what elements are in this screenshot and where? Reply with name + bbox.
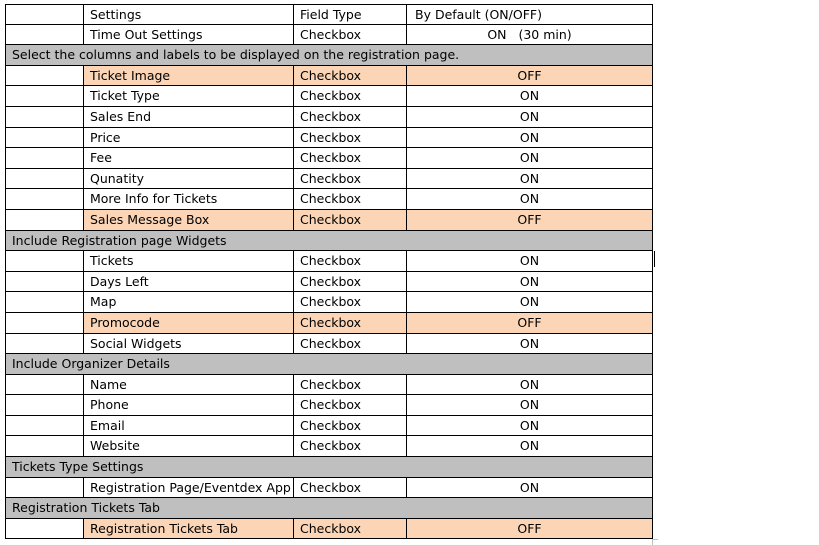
default-value-cell[interactable]: OFF — [407, 66, 653, 86]
page-corner-mark — [652, 539, 658, 545]
blank-cell[interactable] — [5, 148, 84, 168]
field-type-cell[interactable]: Checkbox — [294, 395, 407, 415]
default-value-cell[interactable]: ON — [407, 107, 653, 127]
table-row — [5, 436, 653, 457]
blank-cell[interactable] — [5, 292, 84, 312]
blank-cell[interactable] — [5, 519, 84, 539]
default-header[interactable]: By Default (ON/OFF) — [407, 5, 653, 24]
default-value-cell[interactable]: OFF — [407, 313, 653, 333]
field-type-cell[interactable]: Checkbox — [294, 292, 407, 312]
setting-name-cell[interactable]: Sales Message Box — [84, 210, 294, 230]
section-header-row — [5, 498, 653, 519]
setting-name-cell[interactable]: Price — [84, 128, 294, 148]
setting-name-cell[interactable]: Social Widgets — [84, 334, 294, 354]
setting-name-cell[interactable]: More Info for Tickets — [84, 189, 294, 209]
field-type-cell[interactable]: Checkbox — [294, 169, 407, 189]
setting-name-cell[interactable]: Sales End — [84, 107, 294, 127]
section-title[interactable]: Include Registration page Widgets — [5, 231, 653, 251]
field-type-cell[interactable]: Checkbox — [294, 66, 407, 86]
default-value-cell[interactable]: ON — [407, 436, 653, 456]
table-row — [5, 272, 653, 293]
blank-cell[interactable] — [5, 313, 84, 333]
blank-cell[interactable] — [5, 210, 84, 230]
table-row — [5, 395, 653, 416]
blank-cell[interactable] — [5, 107, 84, 127]
default-value-cell[interactable]: ON — [407, 334, 653, 354]
timeout-name-cell[interactable]: Time Out Settings — [84, 25, 294, 45]
default-value-cell[interactable]: ON — [407, 272, 653, 292]
blank-cell[interactable] — [5, 334, 84, 354]
field-type-cell[interactable]: Checkbox — [294, 128, 407, 148]
field-type-cell[interactable]: Checkbox — [294, 519, 407, 539]
table-row — [5, 375, 653, 396]
setting-name-cell[interactable]: Fee — [84, 148, 294, 168]
table-row — [5, 416, 653, 437]
blank-cell[interactable] — [5, 395, 84, 415]
table-row — [5, 86, 653, 107]
section-title[interactable]: Select the columns and labels to be displayed on the registration page. — [5, 45, 653, 65]
field-type-header[interactable]: Field Type — [294, 5, 407, 24]
default-value-cell[interactable]: ON — [407, 395, 653, 415]
default-value-cell[interactable]: OFF — [407, 210, 653, 230]
timeout-value-cell[interactable]: ON (30 min) — [407, 25, 653, 45]
table-row — [5, 210, 653, 231]
blank-cell[interactable] — [5, 251, 84, 271]
field-type-cell[interactable]: Checkbox — [294, 272, 407, 292]
default-value-cell[interactable]: ON — [407, 128, 653, 148]
setting-name-cell[interactable]: Registration Page/Eventdex App — [84, 478, 294, 498]
default-value-cell[interactable]: ON — [407, 375, 653, 395]
section-header-row — [5, 45, 653, 66]
table-row — [5, 334, 653, 355]
field-type-cell[interactable]: Checkbox — [294, 148, 407, 168]
setting-name-cell[interactable]: Ticket Image — [84, 66, 294, 86]
table-row — [5, 169, 653, 190]
default-value-cell[interactable]: ON — [407, 251, 653, 271]
default-value-cell[interactable]: ON — [407, 189, 653, 209]
blank-cell[interactable] — [5, 189, 84, 209]
blank-cell[interactable] — [5, 25, 84, 45]
section-title[interactable]: Tickets Type Settings — [5, 457, 653, 477]
blank-cell[interactable] — [5, 128, 84, 148]
table-row — [5, 148, 653, 169]
setting-name-cell[interactable]: Phone — [84, 395, 294, 415]
blank-cell[interactable] — [5, 169, 84, 189]
setting-name-cell[interactable]: Ticket Type — [84, 86, 294, 106]
setting-name-cell[interactable]: Map — [84, 292, 294, 312]
field-type-cell[interactable]: Checkbox — [294, 416, 407, 436]
field-type-cell[interactable]: Checkbox — [294, 107, 407, 127]
setting-name-cell[interactable]: Promocode — [84, 313, 294, 333]
table-row — [5, 189, 653, 210]
field-type-cell[interactable]: Checkbox — [294, 313, 407, 333]
field-type-cell[interactable]: Checkbox — [294, 86, 407, 106]
default-value-cell[interactable]: ON — [407, 148, 653, 168]
field-type-cell[interactable]: Checkbox — [294, 436, 407, 456]
table-row — [5, 107, 653, 128]
blank-cell[interactable] — [5, 272, 84, 292]
field-type-cell[interactable]: Checkbox — [294, 251, 407, 271]
table-row — [5, 292, 653, 313]
section-header-row — [5, 231, 653, 252]
field-type-cell[interactable]: Checkbox — [294, 210, 407, 230]
default-value-cell[interactable]: OFF — [407, 519, 653, 539]
field-type-cell[interactable]: Checkbox — [294, 189, 407, 209]
default-value-cell[interactable]: ON — [407, 169, 653, 189]
field-type-cell[interactable]: Checkbox — [294, 375, 407, 395]
setting-name-cell[interactable]: Registration Tickets Tab — [84, 519, 294, 539]
blank-cell[interactable] — [5, 416, 84, 436]
blank-cell[interactable] — [5, 5, 84, 24]
field-type-cell[interactable]: Checkbox — [294, 478, 407, 498]
section-title[interactable]: Include Organizer Details — [5, 354, 653, 374]
setting-name-cell[interactable]: Qunatity — [84, 169, 294, 189]
table-row — [5, 66, 653, 87]
section-title[interactable]: Registration Tickets Tab — [5, 498, 653, 518]
setting-name-cell[interactable]: Name — [84, 375, 294, 395]
timeout-row — [5, 25, 653, 46]
setting-name-cell[interactable]: Website — [84, 436, 294, 456]
timeout-type-cell[interactable]: Checkbox — [294, 25, 407, 45]
setting-name-cell[interactable]: Tickets — [84, 251, 294, 271]
table-row — [5, 478, 653, 499]
settings-header[interactable]: Settings — [84, 5, 294, 24]
table-row — [5, 313, 653, 334]
text-cursor — [654, 251, 655, 267]
blank-cell[interactable] — [5, 436, 84, 456]
header-row — [5, 4, 653, 25]
table-row — [5, 251, 653, 272]
section-header-row — [5, 457, 653, 478]
blank-cell[interactable] — [5, 478, 84, 498]
setting-name-cell[interactable]: Email — [84, 416, 294, 436]
default-value-cell[interactable]: ON — [407, 478, 653, 498]
field-type-cell[interactable]: Checkbox — [294, 334, 407, 354]
default-value-cell[interactable]: ON — [407, 86, 653, 106]
table-row — [5, 519, 653, 540]
blank-cell[interactable] — [5, 86, 84, 106]
blank-cell[interactable] — [5, 375, 84, 395]
default-value-cell[interactable]: ON — [407, 416, 653, 436]
blank-cell[interactable] — [5, 66, 84, 86]
default-value-cell[interactable]: ON — [407, 292, 653, 312]
settings-table — [5, 4, 653, 539]
table-row — [5, 128, 653, 149]
section-header-row — [5, 354, 653, 375]
setting-name-cell[interactable]: Days Left — [84, 272, 294, 292]
